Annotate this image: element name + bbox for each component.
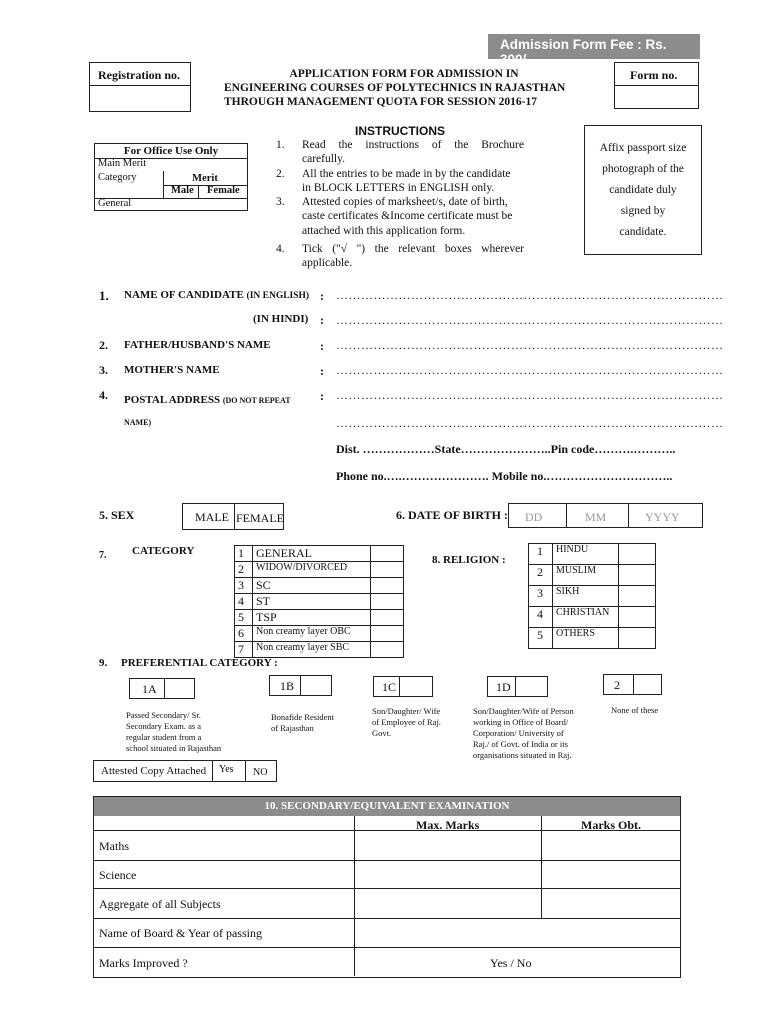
exam-row-aggregate: Aggregate of all Subjects	[99, 897, 221, 911]
colon-5: :	[320, 389, 324, 403]
dob-yyyy[interactable]: YYYY	[645, 510, 680, 524]
marks-improved-yes-no[interactable]: Yes / No	[490, 956, 532, 970]
name-english-input[interactable]: …………………………………………………………………………………	[336, 288, 724, 302]
registration-box[interactable]	[89, 62, 191, 112]
form-title	[224, 67, 584, 109]
exam-row-science: Science	[99, 868, 137, 882]
sex-male-option[interactable]: MALE	[195, 510, 229, 524]
category-row[interactable]: 3 SC	[235, 578, 404, 594]
preferential-number: 9.	[99, 657, 108, 669]
photo-line-1: Affix passport size	[599, 142, 687, 154]
religion-row[interactable]: 5 OTHERS	[529, 628, 656, 649]
religion-row[interactable]: 3 SIKH	[529, 586, 656, 607]
name-hindi-label: (IN HINDI)	[253, 313, 309, 325]
pref-1c-code: 1C	[382, 680, 397, 694]
field-1-number: 1.	[99, 288, 109, 303]
sex-box	[182, 503, 284, 530]
phone-mobile-line[interactable]: Phone no.….…………………. Mobile no.…………………………..	[336, 469, 673, 483]
field-3-number: 3.	[99, 363, 108, 377]
name-hindi-input[interactable]: …………………………………………………………………………………	[336, 313, 724, 327]
office-use-box	[94, 143, 248, 211]
pref-1d-code: 1D	[496, 680, 511, 694]
instruction-4: 4. Tick ("√ ") the relevant boxes wherever applicable.	[276, 243, 524, 270]
father-input[interactable]: …………………………………………………………………………………	[336, 338, 724, 352]
category-label: CATEGORY	[132, 545, 195, 557]
category-row[interactable]: 4 ST	[235, 594, 404, 610]
category-row[interactable]: 2 WIDOW/DIVORCED	[235, 562, 404, 578]
category-row[interactable]: 5 TSP	[235, 610, 404, 626]
sex-female-option[interactable]: FEMALE	[236, 511, 284, 525]
photo-line-3: candidate duly	[609, 184, 677, 196]
registration-label: Registration no.	[98, 68, 180, 82]
photo-line-4: signed by	[620, 205, 666, 217]
religion-table	[528, 543, 656, 649]
pref-1b-description: Bonafide Resident of Rajasthan	[271, 712, 335, 733]
sex-label: 5. SEX	[99, 508, 135, 522]
form-no-label: Form no.	[630, 68, 678, 82]
marks-obt-header: Marks Obt.	[581, 818, 641, 832]
category-number: 7.	[99, 550, 107, 561]
pref-1d-box[interactable]	[487, 676, 548, 697]
attested-copy-box	[93, 760, 277, 782]
category-row[interactable]: 6 Non creamy layer OBC	[235, 626, 404, 642]
exam-table	[93, 796, 681, 978]
instruction-1: 1. Read the instructions of the Brochure carefully.	[276, 139, 524, 166]
dob-mm[interactable]: MM	[585, 510, 607, 524]
max-marks-header: Max. Marks	[416, 818, 480, 832]
religion-row[interactable]: 4 CHRISTIAN	[529, 607, 656, 628]
office-category: Category	[98, 172, 137, 183]
mother-label: MOTHER'S NAME	[124, 364, 220, 376]
father-label: FATHER/HUSBAND'S NAME	[124, 339, 271, 351]
exam-heading: 10. SECONDARY/EQUIVALENT EXAMINATION	[94, 797, 680, 816]
dob-label: 6. DATE OF BIRTH :	[396, 508, 508, 522]
office-male: Male	[171, 185, 194, 196]
title-line-1: APPLICATION FORM FOR ADMISSION IN	[289, 68, 519, 80]
title-line-3: THROUGH MANAGEMENT QUOTA FOR SESSION 2016-17	[224, 96, 537, 108]
postal-input-1[interactable]: …………………………………………………………………………………	[336, 388, 724, 402]
office-general: General	[98, 198, 132, 209]
pref-2-box[interactable]	[603, 674, 662, 695]
category-table	[234, 545, 404, 658]
fee-banner: Admission Form Fee : Rs. 300/-	[488, 34, 700, 59]
dob-box	[508, 503, 703, 528]
form-no-box[interactable]	[614, 62, 699, 109]
office-female: Female	[207, 185, 240, 196]
dist-state-pin-line[interactable]: Dist. ………………State…………………..Pin code……….………..	[336, 442, 676, 456]
postal-label: POSTAL ADDRESS (DO NOT REPEAT	[124, 394, 291, 406]
preferential-label: PREFERENTIAL CATEGORY :	[121, 657, 278, 669]
pref-1a-box[interactable]	[129, 678, 195, 699]
instruction-2: 2. All the entries to be made in by the candidate in BLOCK LETTERS in ENGLISH only.	[276, 167, 511, 194]
pref-1d-description: Son/Daughter/Wife of Person working in Office of Board/ Corporation/ University of Raj./ of Govt. of India or its organisations situated in Raj.	[473, 706, 574, 760]
mother-input[interactable]: …………………………………………………………………………………	[336, 363, 724, 377]
exam-row-maths: Maths	[99, 839, 129, 853]
dob-dd[interactable]: DD	[525, 510, 543, 524]
postal-label-cont: NAME)	[124, 418, 152, 427]
attested-no-option[interactable]: NO	[253, 767, 268, 778]
colon-3: :	[320, 339, 324, 353]
pref-1c-box[interactable]	[373, 676, 433, 697]
office-main-merit: Main Merit	[98, 158, 147, 169]
religion-row[interactable]: 1 HINDU	[529, 544, 656, 565]
instruction-3: 3. Attested copies of marksheet/s, date of birth, caste certificates &Income certificate must be attached with this application form.	[276, 196, 513, 237]
pref-1a-description: Passed Secondary/ Sr. Secondary Exam. as a regular student from a school situated in Rajasthan	[126, 710, 222, 753]
instructions-list	[276, 138, 524, 271]
pref-1b-box[interactable]	[269, 675, 332, 696]
pref-2-description: None of these	[611, 705, 659, 715]
photo-line-5: candidate.	[619, 226, 667, 238]
office-use-heading: For Office Use Only	[123, 145, 219, 157]
attested-yes-option[interactable]: Yes	[219, 764, 234, 775]
postal-input-2[interactable]: …………………………………………………………………………………	[336, 416, 724, 430]
photo-box[interactable]	[584, 125, 702, 255]
colon-4: :	[320, 364, 324, 378]
religion-row[interactable]: 2 MUSLIM	[529, 565, 656, 586]
religion-label: 8. RELIGION :	[432, 554, 506, 566]
pref-2-code: 2	[614, 678, 620, 692]
colon-2: :	[320, 313, 324, 327]
field-2-number: 2.	[99, 338, 108, 352]
pref-1c-description: Son/Daughter/ Wife of Employee of Raj. Govt.	[372, 706, 441, 738]
pref-1a-code: 1A	[142, 682, 157, 696]
instructions-heading: INSTRUCTIONS	[355, 124, 445, 138]
office-merit: Merit	[192, 173, 218, 184]
category-row[interactable]: 1 GENERAL	[235, 546, 404, 562]
name-english-label: NAME OF CANDIDATE (IN ENGLISH)	[124, 289, 310, 301]
photo-line-2: photograph of the	[602, 163, 684, 175]
attested-copy-label: Attested Copy Attached	[101, 765, 207, 777]
exam-row-marks-improved: Marks Improved ?	[99, 956, 188, 970]
field-4-number: 4.	[99, 388, 108, 402]
category-row[interactable]: 7 Non creamy layer SBC	[235, 642, 404, 658]
title-line-2: ENGINEERING COURSES OF POLYTECHNICS IN RAJASTHAN	[224, 82, 566, 94]
exam-row-board: Name of Board & Year of passing	[99, 926, 262, 940]
pref-1b-code: 1B	[280, 679, 295, 693]
colon-1: :	[320, 289, 324, 303]
